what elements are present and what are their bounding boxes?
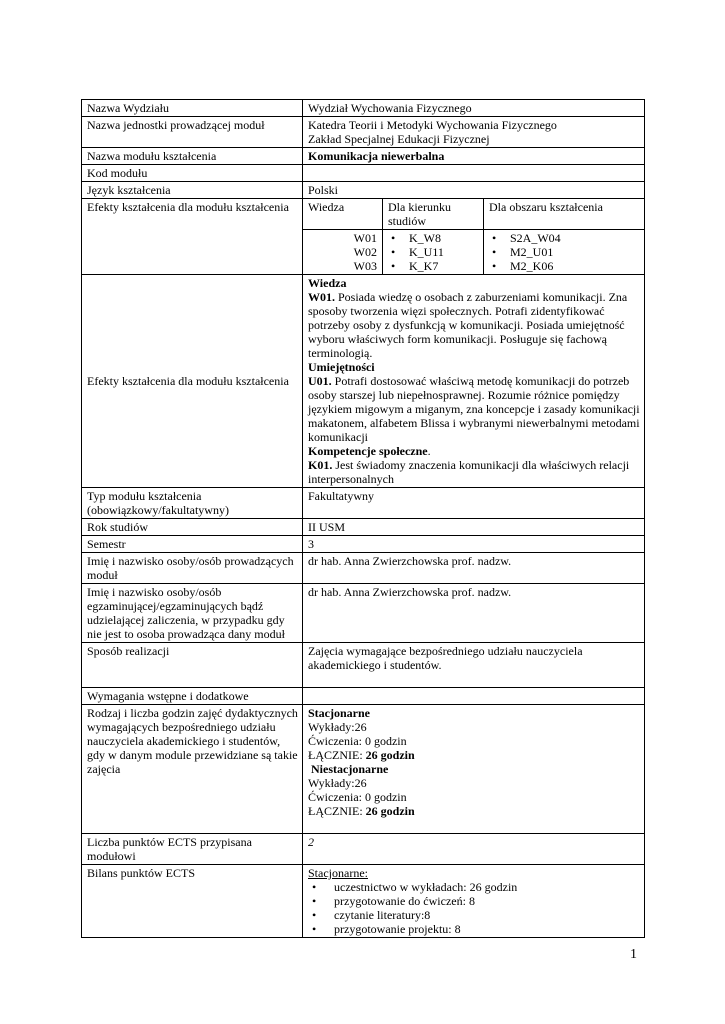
- total-label: ŁĄCZNIE:: [308, 748, 366, 762]
- row-value: Wydział Wychowania Fizycznego: [308, 101, 472, 115]
- area-effect-item: • S2A_W04: [489, 231, 640, 245]
- area-effect-item: • M2_U01: [489, 245, 640, 259]
- field-effect-item: • K_W8: [388, 231, 479, 245]
- effect-text: Potrafi dostosować właściwą metodę komunikacji do potrzeb osoby starszej lub niepełnosprawnej. Rozumie różnice pomiędzy językiem migowym a miganym, zna koncepcje i zasady komunikacji makatonem, alfabetem Blissa i wybranymi niewerbalnymi metodami komunikacji: [308, 374, 640, 444]
- row-label: Wymagania wstępne i dodatkowe: [82, 688, 303, 704]
- hours-line: Wykłady:26: [308, 720, 367, 734]
- row-examiners: [82, 583, 644, 642]
- knowledge-heading: Wiedza: [308, 276, 347, 290]
- balance-heading: Stacjonarne:: [308, 866, 368, 880]
- effect-text: Jest świadomy znaczenia komunikacji dla właściwych relacji interpersonalnych: [308, 458, 630, 486]
- row-label: Nazwa jednostki prowadzącej moduł: [82, 117, 303, 147]
- social-effect: [308, 458, 640, 486]
- balance-item: • przygotowanie do ćwiczeń: 8: [308, 894, 640, 908]
- row-value: dr hab. Anna Zwierzchowska prof. nadzw.: [308, 554, 512, 568]
- social-heading-line: [308, 444, 640, 458]
- row-lecturers: [82, 552, 644, 583]
- row-label: Nazwa modułu kształcenia: [82, 148, 303, 164]
- row-value: 2: [308, 835, 314, 849]
- row-label: Imię i nazwisko osoby/osób egzaminującej/egzaminujących bądź udzielającej zaliczenia, w przypadku gdy nie jest to osoba prowadząca dany moduł: [82, 584, 303, 642]
- field-effect-item: • K_K7: [388, 259, 479, 273]
- hours-line: Wykłady:26: [308, 776, 367, 790]
- row-value: [303, 117, 644, 147]
- row-faculty: [82, 100, 644, 116]
- row-label: Kod modułu: [82, 165, 303, 181]
- row-label: Sposób realizacji: [82, 643, 303, 687]
- row-label: Nazwa Wydziału: [82, 100, 303, 116]
- row-effects-codes: [82, 198, 644, 274]
- syllabus-table: [81, 99, 645, 938]
- row-label: Efekty kształcenia dla modułu kształcenia: [82, 199, 303, 274]
- effect-code: W01: [353, 231, 377, 245]
- knowledge-effect: [308, 290, 640, 360]
- row-method: [82, 642, 644, 687]
- total-value: 26 godzin: [365, 748, 415, 762]
- skills-effect: [308, 374, 640, 444]
- col-field-header: Dla kierunku studiów: [382, 199, 483, 230]
- area-effect-item: • M2_K06: [489, 259, 640, 273]
- row-semester: [82, 535, 644, 552]
- row-effects-description: [82, 274, 644, 487]
- module-name: Komunikacja niewerbalna: [308, 149, 445, 163]
- effect-codes: [303, 230, 382, 274]
- row-module-type: [82, 487, 644, 518]
- unit-department: Katedra Teorii i Metodyki Wychowania Fizycznego: [308, 118, 557, 132]
- col-knowledge-header: Wiedza: [303, 199, 382, 230]
- effects-grid: [303, 199, 644, 274]
- effect-code: W03: [353, 259, 377, 273]
- hours-total: [308, 748, 640, 762]
- row-label: Rok studiów: [82, 519, 303, 535]
- row-module-name: [82, 147, 644, 164]
- page-number: 1: [630, 947, 637, 962]
- effect-code: U01.: [308, 374, 332, 388]
- skills-heading: Umiejętności: [308, 360, 375, 374]
- effect-code: W02: [353, 245, 377, 259]
- row-value: Fakultatywny: [308, 489, 374, 503]
- row-language: [82, 181, 644, 198]
- effect-text: Posiada wiedzę o osobach z zaburzeniami komunikacji. Zna sposoby tworzenia więzi społecznych. Potrafi zidentyfikować potrzeby osoby z dysfunkcją w komunikacji. Posiada umiejętność wyboru właściwych form komunikacji. Posługuje się fachową terminologią.: [308, 290, 628, 360]
- row-label: Semestr: [82, 536, 303, 552]
- part-time-heading: Niestacjonarne: [311, 762, 389, 776]
- row-value: [303, 688, 644, 704]
- row-prerequisites: [82, 687, 644, 704]
- row-label: Bilans punktów ECTS: [82, 865, 303, 937]
- social-heading: Kompetencje społeczne: [308, 444, 428, 458]
- row-unit: [82, 116, 644, 147]
- hours-total: [308, 804, 640, 818]
- row-value: Polski: [308, 183, 339, 197]
- row-label: Język kształcenia: [82, 182, 303, 198]
- area-effects: [483, 230, 644, 274]
- effects-description: [303, 275, 644, 487]
- effect-code: K01.: [308, 458, 333, 472]
- row-label: Imię i nazwisko osoby/osób prowadzących moduł: [82, 553, 303, 583]
- row-label: Typ modułu kształcenia (obowiązkowy/fakultatywny): [82, 488, 303, 518]
- total-value: 26 godzin: [365, 804, 415, 818]
- row-label: Rodzaj i liczba godzin zajęć dydaktycznych wymagających bezpośredniego udziału nauczyciela akademickiego i studentów, gdy w danym module przewidziane są takie zajęcia: [82, 705, 303, 833]
- row-value: Zajęcia wymagające bezpośredniego udziału nauczyciela akademickiego i studentów.: [308, 644, 583, 672]
- row-ects-balance: [82, 864, 644, 937]
- row-label: Efekty kształcenia dla modułu kształcenia: [82, 275, 303, 487]
- unit-section: Zakład Specjalnej Edukacji Fizycznej: [308, 132, 490, 146]
- ects-balance-value: [303, 865, 644, 937]
- row-module-code: [82, 164, 644, 181]
- full-time-heading: Stacjonarne: [308, 706, 370, 720]
- field-effects: [382, 230, 483, 274]
- row-year: [82, 518, 644, 535]
- row-value: II USM: [308, 520, 346, 534]
- effect-code: W01.: [308, 290, 335, 304]
- row-hours: [82, 704, 644, 833]
- row-value: dr hab. Anna Zwierzchowska prof. nadzw.: [308, 585, 512, 599]
- hours-value: [303, 705, 644, 833]
- balance-item: • przygotowanie projektu: 8: [308, 922, 640, 936]
- row-value: 3: [308, 537, 314, 551]
- balance-item: • uczestnictwo w wykładach: 26 godzin: [308, 880, 640, 894]
- row-ects: [82, 833, 644, 864]
- row-value: [303, 165, 644, 181]
- social-heading-dot: .: [427, 444, 431, 458]
- col-area-header: Dla obszaru kształcenia: [483, 199, 644, 230]
- balance-item: • czytanie literatury:8: [308, 908, 640, 922]
- total-label: ŁĄCZNIE:: [308, 804, 366, 818]
- row-label: Liczba punktów ECTS przypisana modułowi: [82, 834, 303, 864]
- hours-line: Ćwiczenia: 0 godzin: [308, 790, 407, 804]
- hours-line: Ćwiczenia: 0 godzin: [308, 734, 407, 748]
- field-effect-item: • K_U11: [388, 245, 479, 259]
